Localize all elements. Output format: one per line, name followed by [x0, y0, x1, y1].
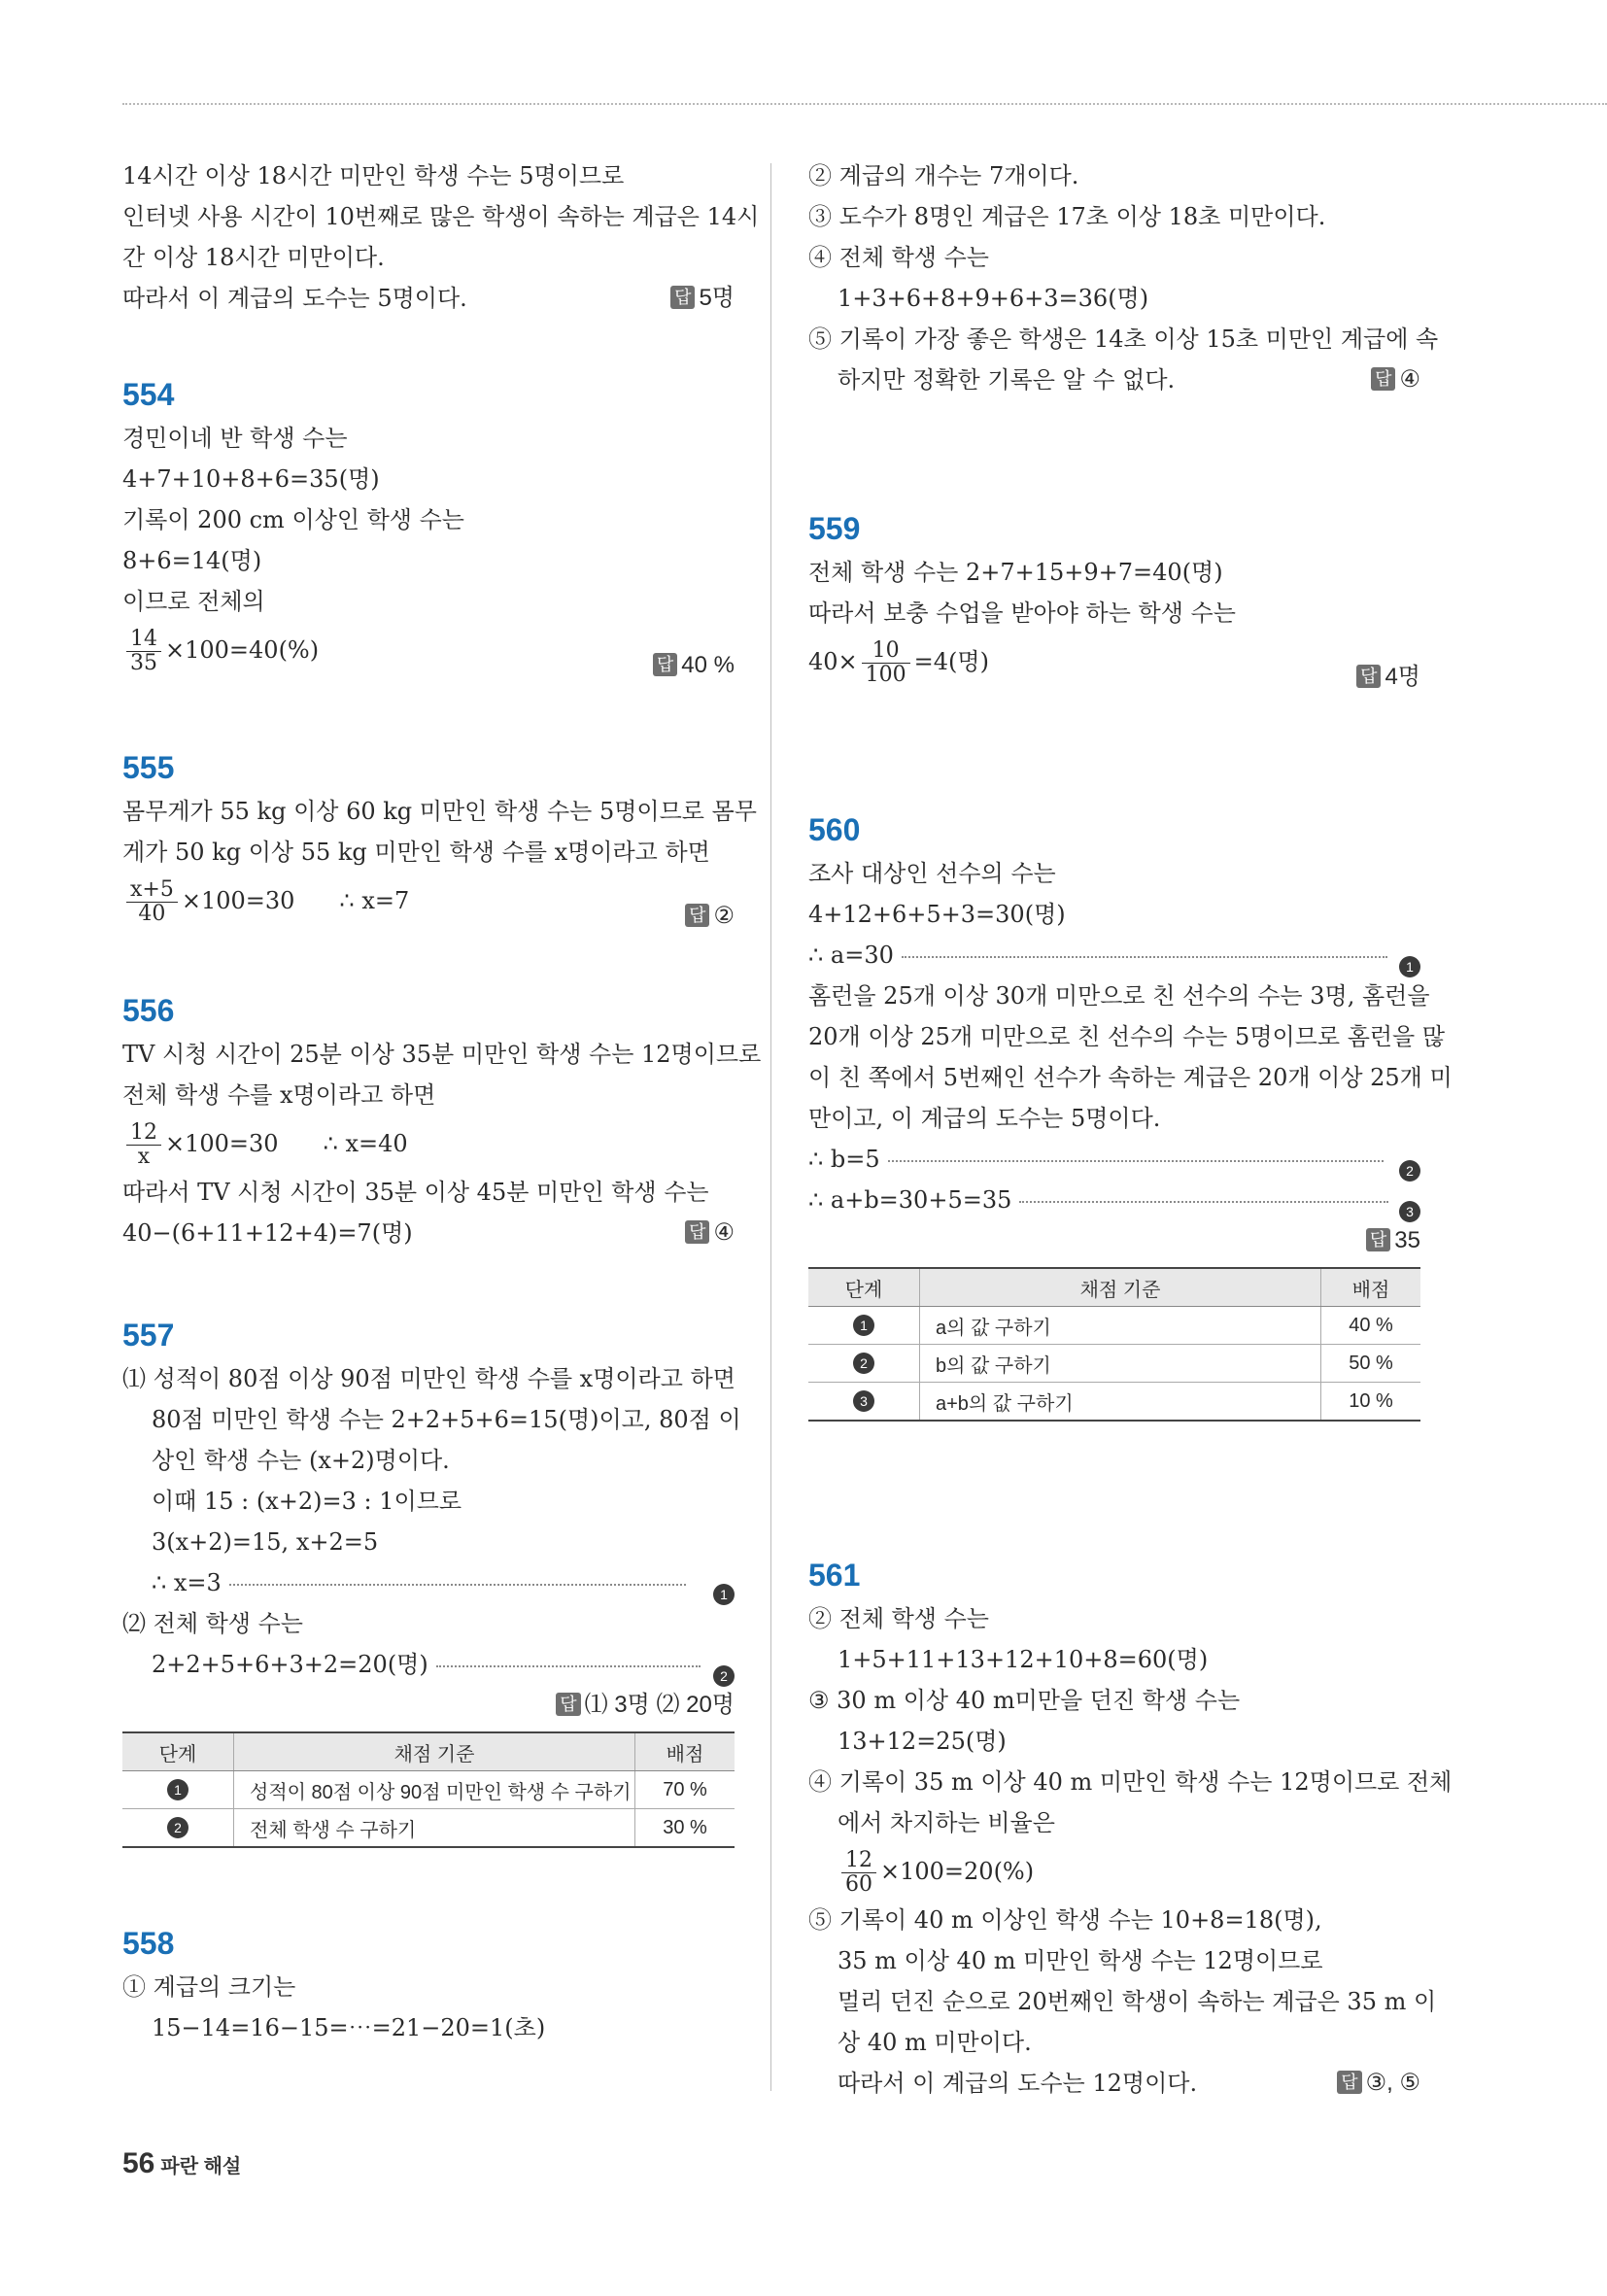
answer: 답 ⑴ 3명 ⑵ 20명	[556, 1685, 735, 1726]
step-badge: 1	[853, 1315, 874, 1336]
table-row	[808, 1307, 1420, 1345]
table-cell: a의 값 구하기	[920, 1307, 1321, 1345]
fraction-line: $\frac{x+5}{40}$ ×100=30 ∴ x=7 답 ②	[122, 873, 735, 929]
answer-tag: 답	[685, 904, 709, 927]
step-badge: 2	[167, 1817, 188, 1838]
text-line: 멀리 던진 순으로 20번째인 학생이 속하는 계급은 35 m 이	[838, 1988, 1437, 2015]
step-line: ∴ x=3 1	[122, 1562, 735, 1603]
table-cell: 30 %	[635, 1809, 735, 1848]
text-line: 1+5+11+13+12+10+8=60(명)	[838, 1646, 1209, 1673]
text-line: 3(x+2)=15, x+2=5	[152, 1528, 379, 1556]
answer: 답 ④	[685, 1213, 735, 1253]
answer-tag: 답	[556, 1693, 580, 1716]
text-line: ③ 30 m 이상 40 m미만을 던진 학생 수는	[808, 1687, 1241, 1714]
answer-tag: 답	[653, 653, 677, 676]
text-line: 따라서 이 계급의 도수는 12명이다. 답 ③, ⑤	[808, 2063, 1420, 2104]
text-line: ② 계급의 개수는 7개이다.	[808, 162, 1079, 189]
fraction-line: $\frac{14}{35}$ ×100=40(%) 답 40 %	[122, 622, 735, 678]
step-badge: 1	[167, 1779, 188, 1800]
text-line: ④ 기록이 35 m 이상 40 m 미만인 학생 수는 12명이므로 전체	[808, 1768, 1453, 1796]
text-line: 1+3+6+8+9+6+3=36(명)	[838, 285, 1149, 312]
problem-number: 561	[808, 1558, 861, 1593]
text-line: 이때 15 : (x+2)=3 : 1이므로	[152, 1488, 462, 1515]
top-dotted-rule	[122, 103, 1607, 105]
left-column	[122, 155, 762, 2048]
table-row	[122, 1771, 735, 1809]
right-column	[808, 155, 1453, 2104]
text-line: 80점 미만인 학생 수는 2+2+5+6=15(명)이고, 80점 이	[152, 1406, 741, 1433]
fraction-line: $\frac{12}{60}$ ×100=20(%)	[808, 1843, 1420, 1900]
text-line: ② 전체 학생 수는	[808, 1605, 989, 1632]
table-cell: 40 %	[1321, 1307, 1421, 1345]
answer: 답 5명	[670, 278, 735, 319]
text-line: 따라서 보충 수업을 받아야 하는 학생 수는	[808, 600, 1236, 627]
text-line: 하지만 정확한 기록은 알 수 없다. 답 ④	[808, 360, 1420, 400]
problem-number: 556	[122, 993, 175, 1028]
answer-tag: 답	[1337, 2071, 1361, 2094]
table-header: 배점	[635, 1732, 735, 1771]
text-line: 조사 대상인 선수의 수는	[808, 860, 1056, 887]
text-line: 15−14=16−15=⋯=21−20=1(초)	[152, 2014, 546, 2041]
text-line: 따라서 이 계급의 도수는 5명이다. 답 5명	[122, 278, 735, 319]
page-footer	[122, 2147, 241, 2180]
text-line: 14시간 이상 18시간 미만인 학생 수는 5명이므로	[122, 162, 625, 189]
text-line: ⑵ 전체 학생 수는	[122, 1610, 303, 1637]
text-line: ③ 도수가 8명인 계급은 17초 이상 18초 미만이다.	[808, 203, 1326, 230]
text-line: 기록이 200 cm 이상인 학생 수는	[122, 506, 464, 533]
column-divider	[770, 163, 771, 2091]
problem-number: 554	[122, 377, 175, 412]
step-3-badge: 3	[1399, 1201, 1420, 1222]
table-cell: 전체 학생 수 구하기	[234, 1809, 635, 1848]
table-cell: 70 %	[635, 1771, 735, 1809]
step-line: ∴ b=5 2	[808, 1139, 1420, 1180]
step-line: 2+2+5+6+3+2=20(명) 2	[122, 1644, 735, 1685]
answer: 답 ④	[1371, 360, 1420, 400]
answer-tag: 답	[685, 1220, 709, 1244]
fraction-line: 40× $\frac{10}{100}$ =4(명) 답 4명	[808, 634, 1420, 690]
fraction: $\frac{14}{35}$	[126, 628, 161, 675]
text-line: 전체 학생 수는 2+7+15+9+7=40(명)	[808, 559, 1223, 586]
step-1-badge: 1	[713, 1584, 735, 1605]
table-header: 단계	[808, 1268, 920, 1307]
text-line: 상 40 m 미만이다.	[838, 2029, 1032, 2056]
fraction: $\frac{10}{100}$	[862, 639, 910, 687]
table-header: 배점	[1321, 1268, 1421, 1307]
answer-line	[122, 1685, 735, 1726]
text-line: 35 m 이상 40 m 미만인 학생 수는 12명이므로	[838, 1947, 1323, 1974]
text-line: 몸무게가 55 kg 이상 60 kg 미만인 학생 수는 5명이므로 몸무	[122, 798, 757, 825]
table-row	[808, 1345, 1420, 1383]
problem-number: 559	[808, 511, 861, 546]
text-line: 따라서 TV 시청 시간이 35분 이상 45분 미만인 학생 수는	[122, 1179, 709, 1206]
text-line: ④ 전체 학생 수는	[808, 244, 989, 271]
text-line: TV 시청 시간이 25분 이상 35분 미만인 학생 수는 12명이므로	[122, 1041, 762, 1068]
step-2-badge: 2	[1399, 1160, 1420, 1182]
text-line: 20개 이상 25개 미만으로 친 선수의 수는 5명이므로 홈런을 많	[808, 1023, 1446, 1050]
fraction: $\frac{12}{x}$	[126, 1121, 161, 1169]
answer-tag: 답	[1371, 367, 1395, 391]
answer: 답 35	[1366, 1220, 1420, 1261]
table-header: 단계	[122, 1732, 234, 1771]
table-cell: 50 %	[1321, 1345, 1421, 1383]
step-line: ∴ a+b=30+5=35 3	[808, 1180, 1420, 1220]
text-line: 경민이네 반 학생 수는	[122, 425, 348, 452]
text-line: 40−(6+11+12+4)=7(명) 답 ④	[122, 1213, 735, 1253]
problem-number: 555	[122, 750, 175, 785]
table-cell: 성적이 80점 이상 90점 미만인 학생 수 구하기	[234, 1771, 635, 1809]
answer: 답 ③, ⑤	[1337, 2063, 1420, 2104]
table-row	[808, 1383, 1420, 1422]
text-line: 4+12+6+5+3=30(명)	[808, 901, 1066, 928]
problem-number: 560	[808, 812, 861, 847]
text-line: 간 이상 18시간 미만이다.	[122, 244, 385, 271]
step-badge: 3	[853, 1390, 874, 1412]
intro-block	[122, 155, 760, 319]
text-line: 13+12=25(명)	[838, 1728, 1007, 1755]
page-number: 56	[122, 2147, 155, 2179]
answer: 답 ②	[685, 888, 735, 944]
table-cell: b의 값 구하기	[920, 1345, 1321, 1383]
step-2-badge: 2	[713, 1665, 735, 1687]
grading-table	[808, 1267, 1420, 1422]
text-line: 상인 학생 수는 (x+2)명이다.	[152, 1447, 450, 1474]
text-line: 홈런을 25개 이상 30개 미만으로 친 선수의 수는 3명, 홈런을	[808, 982, 1430, 1010]
step-1-badge: 1	[1399, 956, 1420, 977]
problem-number: 558	[122, 1926, 175, 1961]
text-line: 전체 학생 수를 x명이라고 하면	[122, 1081, 436, 1109]
grading-table	[122, 1731, 735, 1848]
table-header: 채점 기준	[920, 1268, 1321, 1307]
table-cell: 10 %	[1321, 1383, 1421, 1422]
text-line: 에서 차지하는 비율은	[838, 1809, 1055, 1836]
answer-tag: 답	[670, 286, 695, 309]
answer: 답 4명	[1356, 649, 1420, 705]
text-line: ⑤ 기록이 가장 좋은 학생은 14초 이상 15초 미만인 계급에 속	[808, 326, 1439, 353]
footer-label: 파란 해설	[160, 2156, 242, 2177]
fraction: $\frac{x+5}{40}$	[126, 878, 178, 926]
text-line: 인터넷 사용 시간이 10번째로 많은 학생이 속하는 계급은 14시	[122, 203, 760, 230]
text-line: 이므로 전체의	[122, 588, 265, 615]
answer-line	[808, 1220, 1420, 1261]
step-badge: 2	[853, 1353, 874, 1374]
text-line: 게가 50 kg 이상 55 kg 미만인 학생 수를 x명이라고 하면	[122, 839, 710, 866]
text-line: ⑤ 기록이 40 m 이상인 학생 수는 10+8=18(명),	[808, 1906, 1322, 1934]
text-line: 이 친 쪽에서 5번째인 선수가 속하는 계급은 20개 이상 25개 미	[808, 1064, 1453, 1091]
answer-tag: 답	[1356, 665, 1381, 688]
fraction-line: $\frac{12}{x}$ ×100=30 ∴ x=40	[122, 1115, 735, 1172]
answer-tag: 답	[1366, 1228, 1390, 1251]
table-header: 채점 기준	[234, 1732, 635, 1771]
text-line: ⑴ 성적이 80점 이상 90점 미만인 학생 수를 x명이라고 하면	[122, 1365, 735, 1392]
text-line: ① 계급의 크기는	[122, 1973, 296, 2001]
problem-number: 557	[122, 1318, 175, 1353]
table-row	[122, 1809, 735, 1848]
text-line: 4+7+10+8+6=35(명)	[122, 465, 380, 493]
fraction: $\frac{12}{60}$	[841, 1849, 876, 1897]
answer: 답 40 %	[653, 637, 735, 694]
table-cell: a+b의 값 구하기	[920, 1383, 1321, 1422]
text-line: 만이고, 이 계급의 도수는 5명이다.	[808, 1105, 1161, 1132]
step-line: ∴ a=30 1	[808, 935, 1420, 976]
text-line: 8+6=14(명)	[122, 547, 262, 574]
